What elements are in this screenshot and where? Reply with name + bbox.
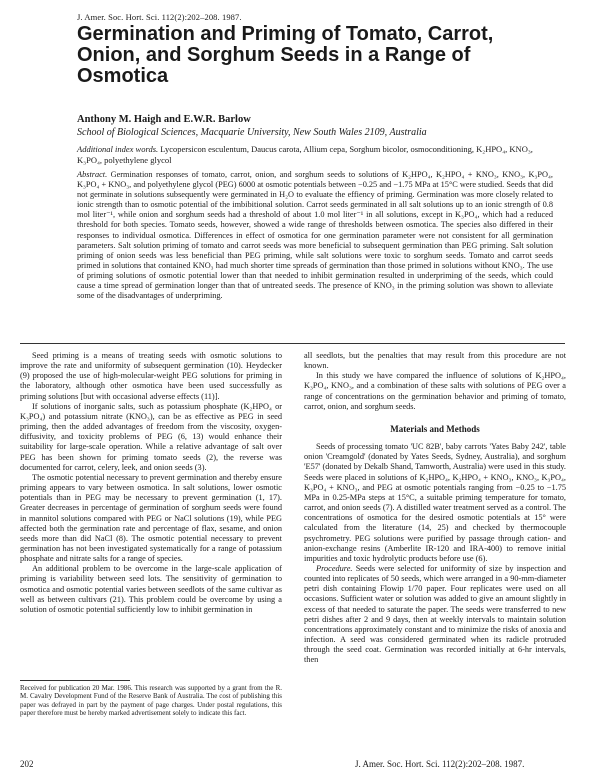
body-paragraph: Seed priming is a means of treating seeds with osmotic solutions to improve the rate and uniformity of subsequent germination (10). Heydecker (9) proposed the use of high-molecular-weight PEG solutions for priming in the laboratory, although other osmotica have been used successfully as priming solutions [but with occasional adverse effects (11)]. [20,351,282,401]
footer-journal-reference: J. Amer. Soc. Hort. Sci. 112(2):202–208. 1987. [355,759,525,769]
procedure-paragraph [304,564,566,666]
abstract [77,170,553,301]
methods-paragraph: Seeds of processing tomato 'UC 82B', baby carrots 'Yates Baby 242', table onion 'Creamgold' (donated by Yates Seeds, Sydney, Australia), and sorghum 'E57' (donated by Dekalb Shand, Tamworth, Australia) were used in this study. Seeds were placed in solutions of K₂HPO₄, K₂HPO₄ + KNO₃, KNO₃, K₃PO₄, K₃PO₄ + KNO₃, and PEG at osmotic potentials ranging from −0.25 to −1.75 MPa in 0.25-MPa steps at 15°C, a suitable priming temperature for tomato, carrot, and onion seeds (7). A distilled water treatment served as a control. The concentrations of osmotica for the desired osmotic potentials at 15° were calculated from the literature (14, 25) and checked by thermocouple psychrometry. PEG solutions were purified by passage through cation- and anion-exchange resins (Amberlite IR-120 and IRA-400) to remove initial impurities and toxic hydrolytic products before use (6). [304,442,566,563]
left-column [20,351,282,615]
abstract-divider [20,343,565,344]
additional-index-words [77,144,547,165]
keywords-label: Additional index words. [77,144,159,154]
header-journal-reference: J. Amer. Soc. Hort. Sci. 112(2):202–208. 1987. [77,12,242,22]
article-title: Germination and Priming of Tomato, Carrot, Onion, and Sorghum Seeds in a Range of Osmotica [77,23,494,87]
procedure-text: Seeds were selected for uniformity of size by inspection and counted into replicates of 50 seeds, which were arranged in a 90-mm-diameter petri dish containing Flowip 1/70 paper. Four replicates were used on all occasions. Sufficient water or solution was added to give an amount slightly in excess of that needed to saturate the paper. The seeds were transferred to new petri dishes after 2 and 9 days, then at weekly intervals to maintain solution concentrations approximately constant and to minimize the risks of anoxia and infection. A seed was considered germinated when its radicle protruded through the seed coat. Germination was recorded initially at 6-hr intervals, then [304,563,566,665]
right-column [304,351,566,666]
footnote-divider [20,680,130,681]
body-paragraph: In this study we have compared the influence of solutions of K₂HPO₄, K₃PO₄, KNO₃, and a combination of these salts with solutions of PEG over a range of concentrations on the germination behavior and priming of tomato, carrot, onion, and sorghum seeds. [304,371,566,411]
author-affiliation: School of Biological Sciences, Macquarie University, New South Wales 2109, Australia [77,127,427,138]
body-paragraph: all seedlots, but the penalties that may result from this procedure are not known. [304,351,566,371]
article-authors: Anthony M. Haigh and E.W.R. Barlow [77,114,251,125]
body-paragraph: An additional problem to be overcome in the large-scale application of priming is variability between seed lots. The sensitivity of germination to osmotica and osmotic potential varies between seedlots of the same cultivar as well as between cultivars (21). This problem could be overcome by using a solution of osmotic potential sufficiently low to inhibit germination in [20,564,282,614]
keywords-text: Lycopersicon esculentum, Daucus carota, Allium cepa, Sorghum bicolor, osmoconditioning, K₂HPO₄, KNO₃, K₃PO₄, polyethylene glycol [77,144,533,165]
abstract-text: Germination responses of tomato, carrot, onion, and sorghum seeds to solutions of K₂HPO₄, K₂HPO₄ + KNO₃, KNO₃, K₃PO₄, K₃PO₄ + KNO₃, and polyethylene glycol (PEG) 6000 at osmotic potentials between −0.25 and −1.75 MPa at 15°C were studied. Seeds that did not germinate in solutions subsequently were germinated in H₂O to evaluate the effiency of priming. Germination was more closely related to ionic strength than to osmotic potential of the imbibitional solution. Carrot seeds germinated in all salt solutions up to an ionic strength of 0.8 mol liter⁻¹, while onion and sorghum seeds had a threshold of about 1.0 mol liter⁻¹ in all solutions, except in K₃PO₄, which had a reduced threshold for both species. Tomato seeds, however, showed a wide range of thresholds between osmotica. The species also differed in their responses to individual osmotica. Differences in effect of osmotica for one germination parameter were not consistent for all germination parameters. Salt solution priming of tomato and carrot seeds was more beneficial to subsequent germination than PEG priming. Salt solution priming of onion seeds was less beneficial than PEG priming, while salt solutions were toxic to sorghum seeds. Tomato and carrot seeds primed in solutions that contained KNO₃ had much shorter time spreads of germination than those primed in solutions without KNO₃. The use of priming solutions of osmotic potential lower than that needed to inhibit germination resulted in underpriming of the seeds, which could cause a time spread of germination longer than that of untreated seeds. The presence of KNO₃ in the priming solution was shown to alleviate some of the disadvantages of underpriming. [77,170,553,301]
procedure-label: Procedure. [316,563,353,573]
section-heading-materials-methods: Materials and Methods [390,423,480,434]
body-paragraph: If solutions of inorganic salts, such as potassium phosphate (K₂HPO₄ or K₃PO₄) and potassium nitrate (KNO₃), can be as effective as PEG in seed priming, then the added advantages of freedom from the viscosity, oxygen-diffusivity, and toxicity problems of PEG (6, 13) would enhance their suitability for large-scale operation. While a relative advantage of salt over PEG has been shown for priming tomato seeds (2), the reverse was documented for carrot, celery, leek, and onion seeds (3). [20,401,282,472]
footnote: Received for publication 20 Mar. 1986. This research was supported by a grant from the R. M. Cavalry Development Fund of the Reserve Bank of Australia. The cost of publishing this paper was defrayed in part by the payment of page charges. Under postal regulations, this paper therefore must be hereby marked advertisement solely to indicate this fact. [20,684,282,717]
body-paragraph: The osmotic potential necessary to prevent germination and thereby ensure priming appears to vary between osmotica. In salt solutions, lower osmotic potentials than in PEG may be necessary to prevent germination (1, 17). Greater decreases in percentage of germination of sorghum seeds were found in mannitol solutions compared with PEG or NaCl solutions (19), while PEG affected both the germination rate and percentage of flax, sesame, and onion seeds more than did NaCl (8). The osmotic potential necessary to prevent germination has not been investigated systematically for a range of potassium phosphate and nitrate salts for a range of species. [20,472,282,564]
abstract-label: Abstract. [77,170,108,179]
page-number: 202 [20,759,34,769]
